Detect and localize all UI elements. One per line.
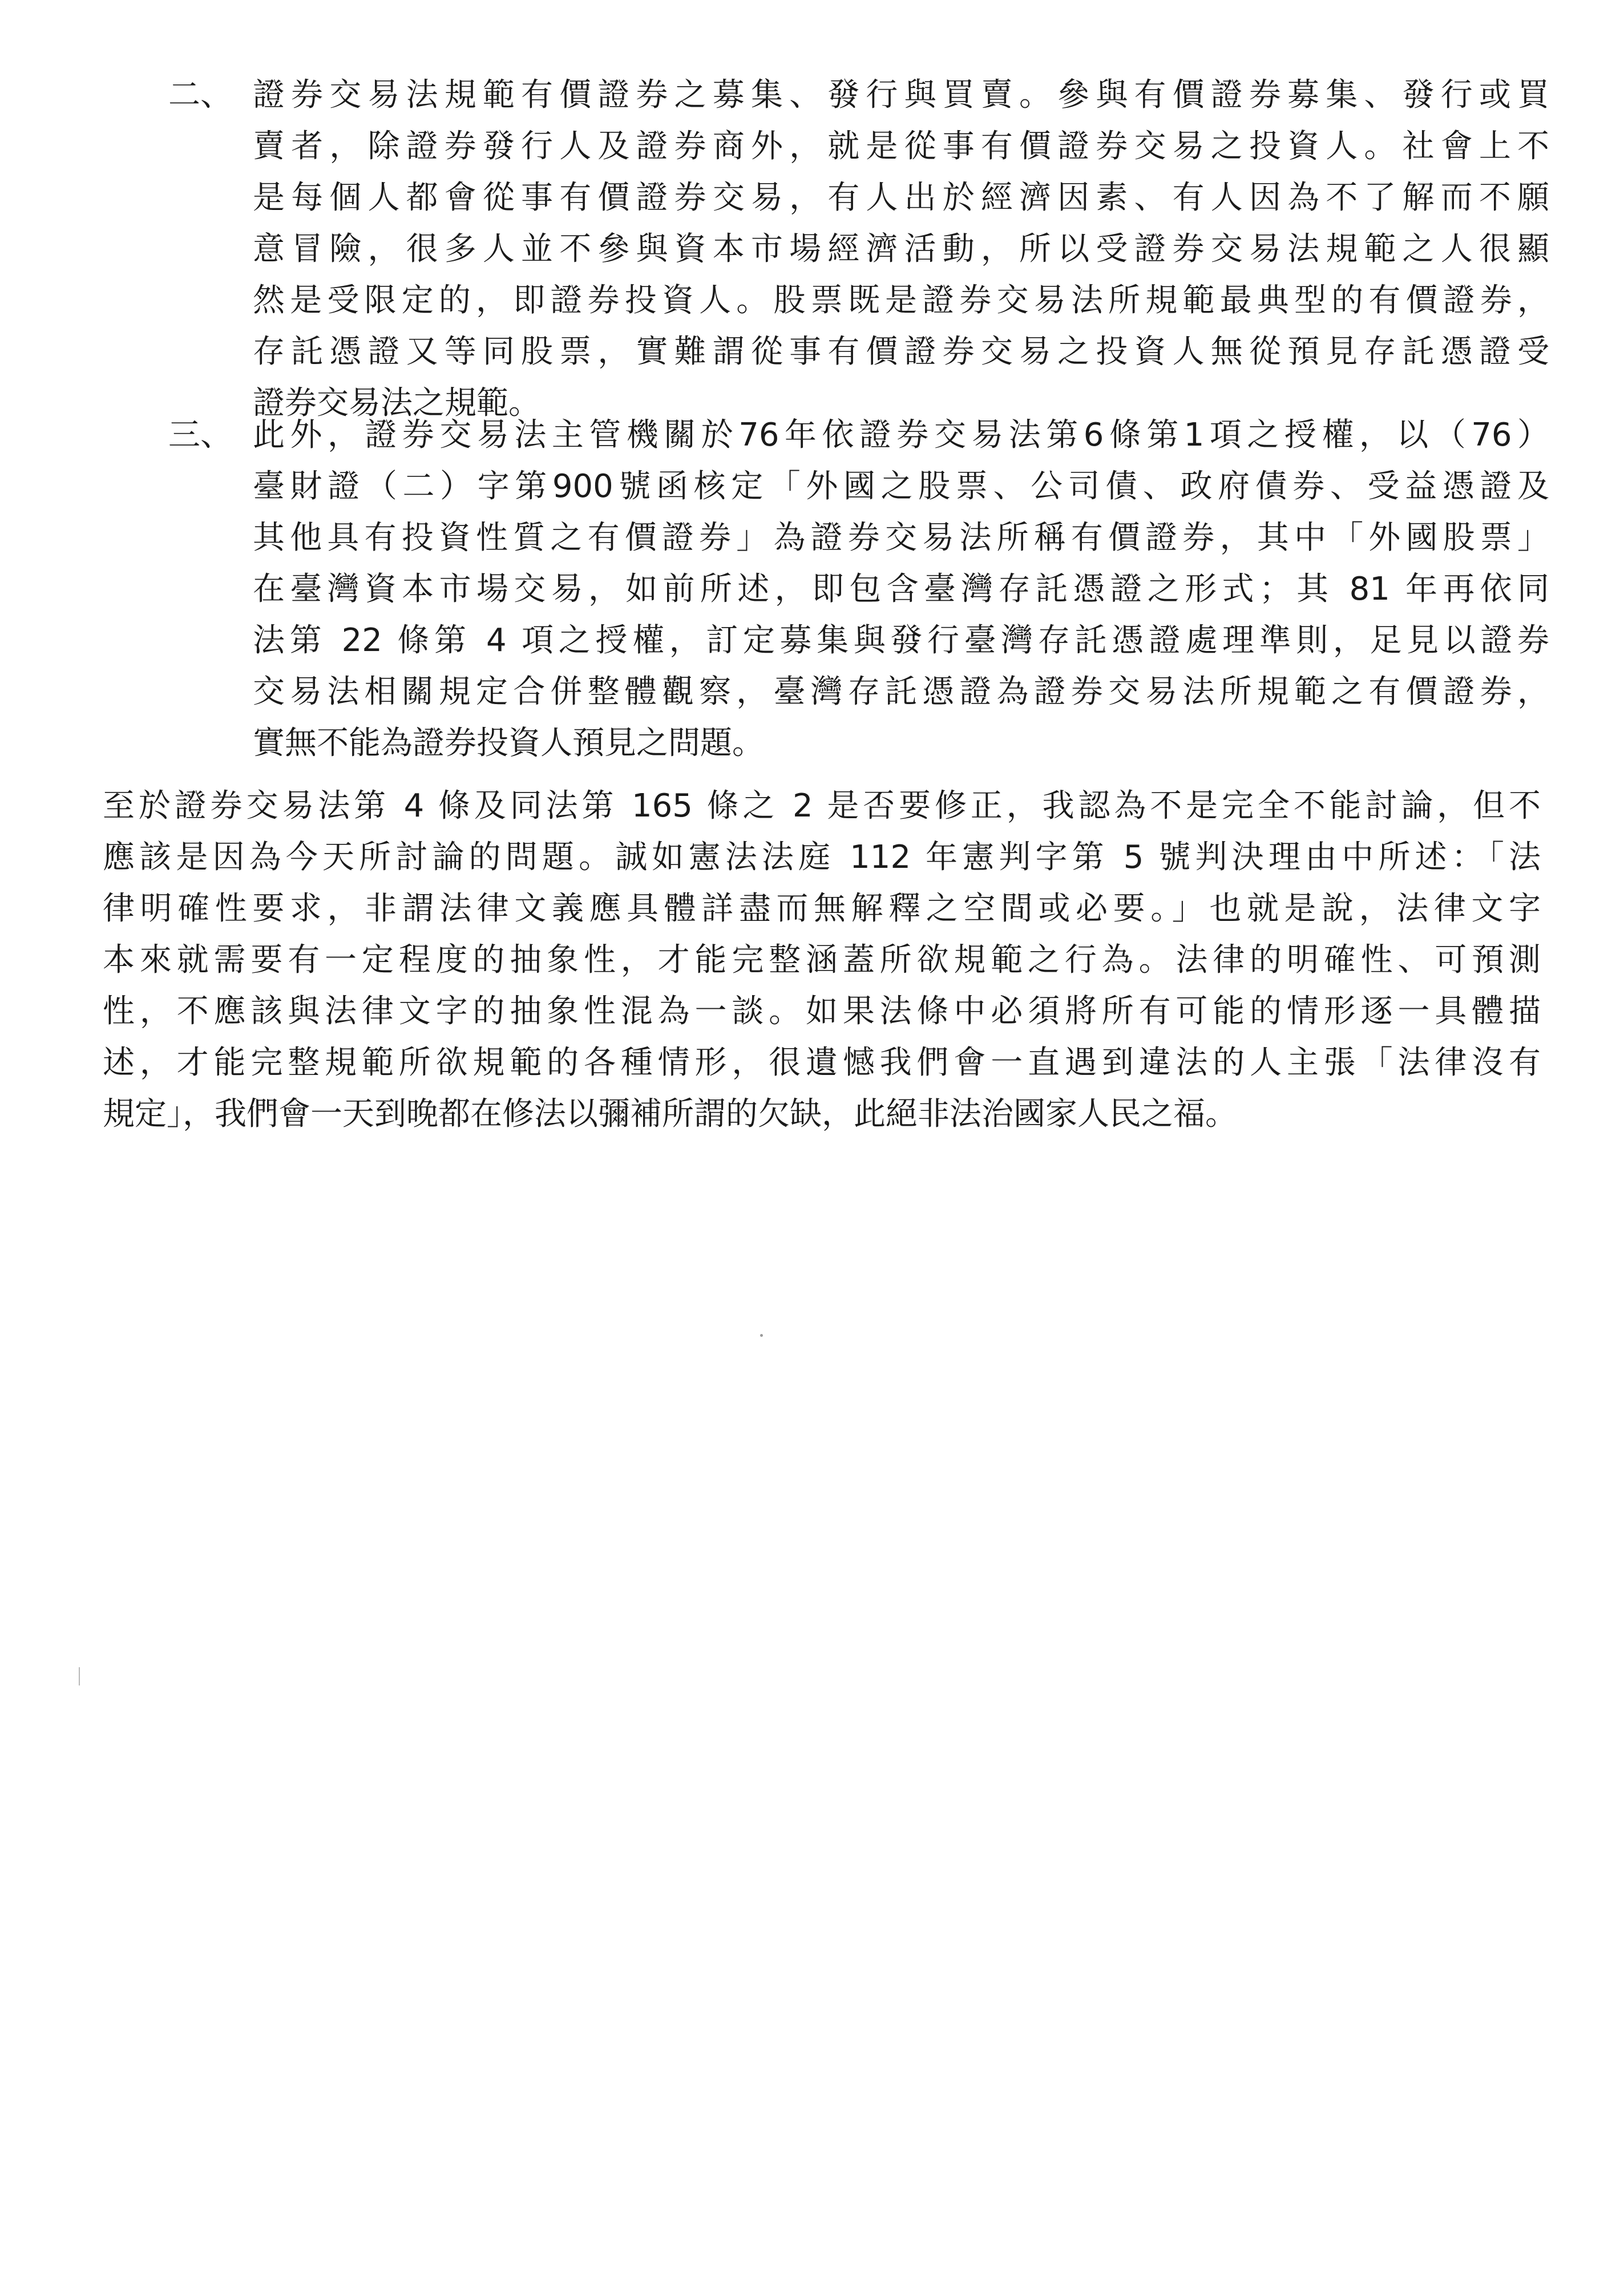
- scan-mark: [79, 1667, 80, 1685]
- text-line: 法第 22 條第 4 項之授權，訂定募集與發行臺灣存託憑證處理準則，足見以證券: [253, 622, 1549, 659]
- list-marker: 三、: [168, 417, 232, 454]
- text-line: 此外，證券交易法主管機關於76年依證券交易法第6條第1項之授權，以（76）: [253, 417, 1549, 454]
- text-line: 至於證券交易法第 4 條及同法第 165 條之 2 是否要修正，我認為不是完全不能討論，但不: [103, 787, 1541, 824]
- text-line: 證券交易法之規範。: [253, 385, 540, 422]
- text-line: 在臺灣資本市場交易，如前所述，即包含臺灣存託憑證之形式；其 81 年再依同: [253, 571, 1549, 608]
- text-line: 臺財證（二）字第900號函核定「外國之股票、公司債、政府債券、受益憑證及: [253, 468, 1549, 505]
- body-paragraph: [103, 781, 1541, 1140]
- list-marker: 二、: [168, 76, 232, 114]
- list-item-text: [253, 410, 1549, 769]
- text-line: 存託憑證又等同股票，實難謂從事有價證券交易之投資人無從預見存託憑證受: [253, 333, 1549, 370]
- text-line: 律明確性要求，非謂法律文義應具體詳盡而無解釋之空間或必要。」也就是說，法律文字: [103, 890, 1541, 927]
- list-item-text: [253, 70, 1549, 429]
- text-line: 證券交易法規範有價證券之募集、發行與買賣。參與有價證券募集、發行或買: [253, 76, 1549, 114]
- text-line: 實無不能為證券投資人預見之問題。: [253, 725, 764, 762]
- text-line: 述，才能完整規範所欲規範的各種情形，很遺憾我們會一直遇到違法的人主張「法律沒有: [103, 1044, 1541, 1081]
- text-line: 交易法相關規定合併整體觀察，臺灣存託憑證為證券交易法所規範之有價證券，: [253, 673, 1549, 710]
- text-line: 其他具有投資性質之有價證券」為證券交易法所稱有價證券，其中「外國股票」: [253, 519, 1549, 556]
- text-line: 性，不應該與法律文字的抽象性混為一談。如果法條中必須將所有可能的情形逐一具體描: [103, 993, 1541, 1030]
- text-line: 意冒險，很多人並不參與資本市場經濟活動，所以受證券交易法規範之人很顯: [253, 231, 1549, 268]
- scan-speck: [760, 1334, 763, 1337]
- text-line: 規定」，我們會一天到晚都在修法以彌補所謂的欠缺，此絕非法治國家人民之福。: [103, 1095, 1237, 1133]
- text-line: 本來就需要有一定程度的抽象性，才能完整涵蓋所欲規範之行為。法律的明確性、可預測: [103, 941, 1541, 979]
- text-line: 然是受限定的，即證券投資人。股票既是證券交易法所規範最典型的有價證券，: [253, 282, 1549, 319]
- text-line: 賣者，除證券發行人及證券商外，就是從事有價證券交易之投資人。社會上不: [253, 128, 1549, 165]
- text-line: 應該是因為今天所討論的問題。誠如憲法法庭 112 年憲判字第 5 號判決理由中所述：「法: [103, 839, 1541, 876]
- text-line: 是每個人都會從事有價證券交易，有人出於經濟因素、有人因為不了解而不願: [253, 179, 1549, 216]
